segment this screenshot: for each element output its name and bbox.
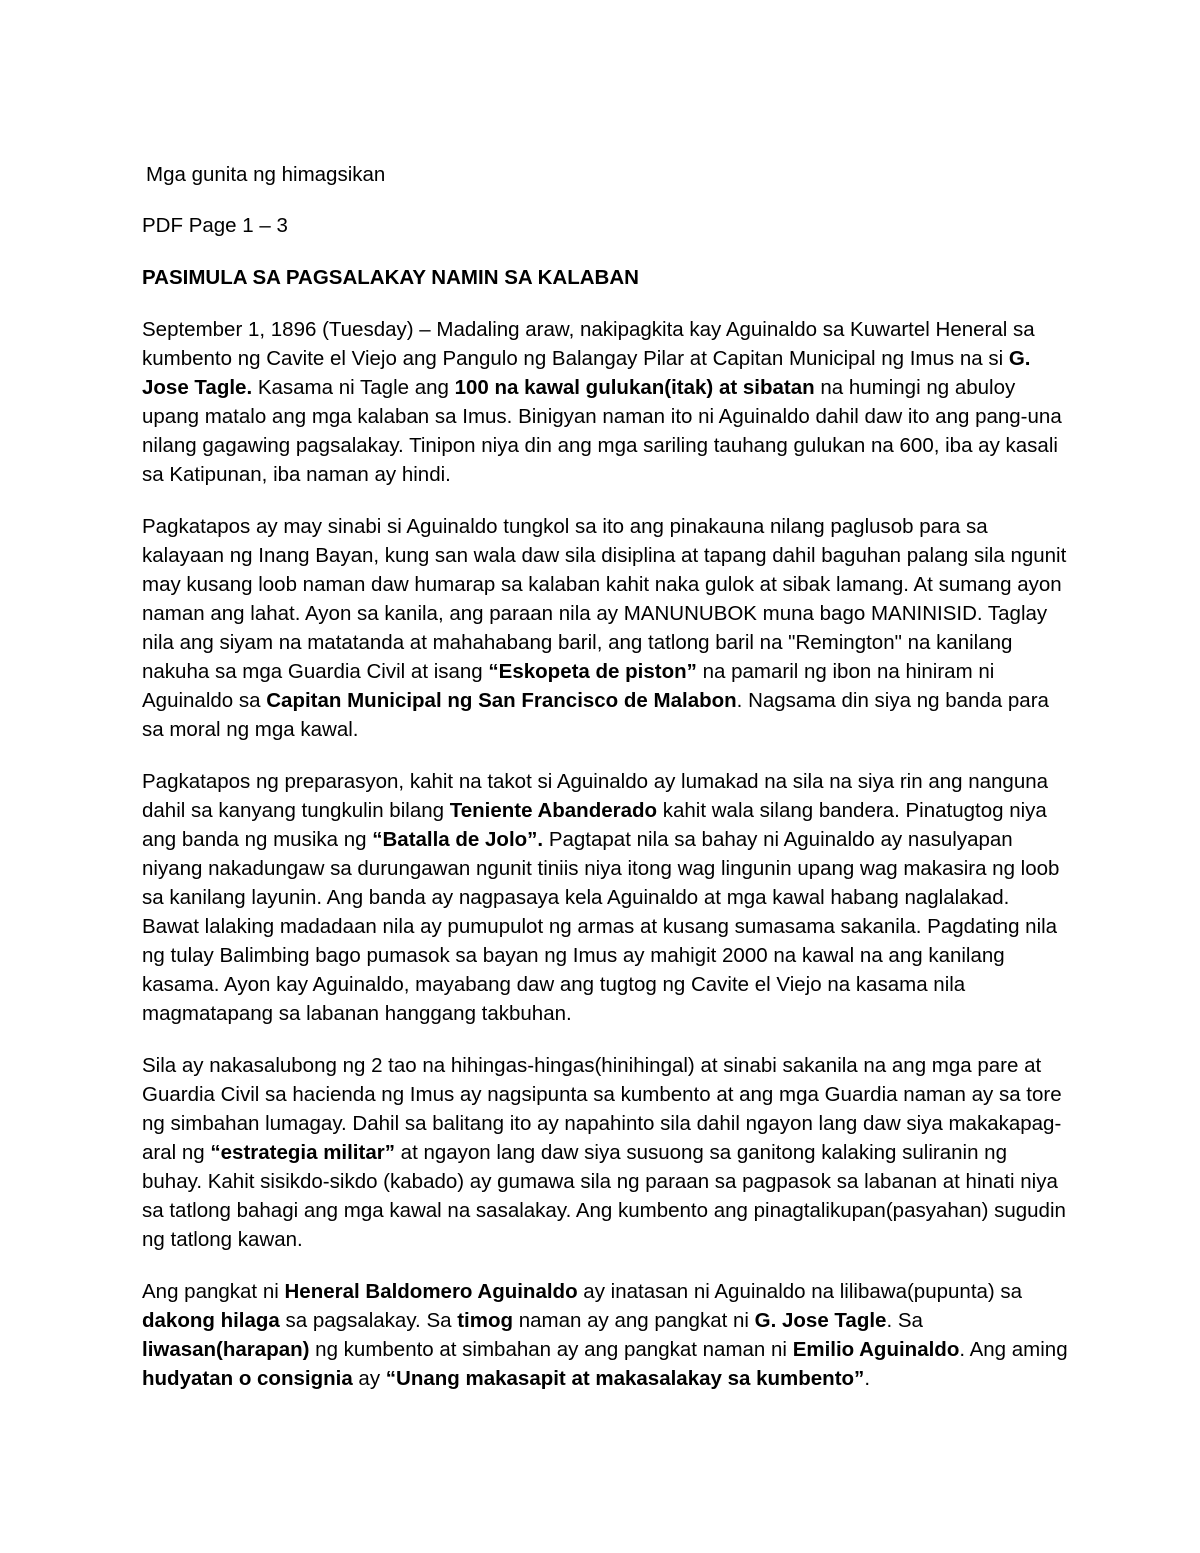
document-title: Mga gunita ng himagsikan: [146, 163, 386, 186]
paragraph: [142, 1051, 1072, 1254]
bold-text: Emilio Aguinaldo: [792, 1338, 960, 1361]
bold-text: “estrategia militar”: [210, 1141, 395, 1164]
bold-text: timog: [457, 1309, 514, 1332]
paragraph: [142, 512, 1072, 744]
section-heading: PASIMULA SA PAGSALAKAY NAMIN SA KALABAN: [142, 266, 639, 289]
text-run: September 1, 1896 (Tuesday) – Madaling araw, nakipagkita kay Aguinaldo sa Kuwartel Heneral sa kumbento ng Cavite el Viejo ang Pangulo ng Balangay Pilar at Capitan Municipal ng Imus na si: [142, 318, 1035, 370]
text-run: at ngayon lang daw siya susuong sa ganitong kalaking suliranin ng buhay. Kahit sisikdo-sikdo (kabado) ay gumawa sila ng paraan sa pagpasok sa labanan at hinati niya sa tatlong bahagi ang mga kawal na sasalakay. Ang kumbento ang pinagtalikupan(pasyahan) sugudin ng tatlong kawan.: [142, 1141, 1066, 1251]
bold-text: Heneral Baldomero Aguinaldo: [284, 1280, 578, 1303]
bold-text: 100 na kawal gulukan(itak) at sibatan: [454, 376, 815, 399]
body-text: [142, 315, 1072, 1393]
pdf-page-range: PDF Page 1 – 3: [142, 214, 288, 237]
bold-text: hudyatan o consignia: [142, 1367, 353, 1390]
bold-text: “Unang makasapit at makasalakay sa kumbento”: [385, 1367, 865, 1390]
text-run: sa pagsalakay. Sa: [279, 1309, 458, 1332]
text-run: Kasama ni Tagle ang: [252, 376, 455, 399]
document-page: [142, 160, 1072, 1416]
bold-text: dakong hilaga: [142, 1309, 280, 1332]
text-run: Pagtapat nila sa bahay ni Aguinaldo ay nasulyapan niyang nakadungaw sa durungawan ngunit tiniis niya itong wag lingunin upang wag makasira ng loob sa kanilang layunin. Ang banda ay nagpasaya kela Aguinaldo at mga kawal habang naglalakad. Bawat lalaking madadaan nila ay pumupulot ng armas at kusang sumasama sakanila. Pagdating nila ng tulay Balimbing bago pumasok sa bayan ng Imus ay mahigit 2000 na kawal na ang kanilang kasama. Ayon kay Aguinaldo, mayabang daw ang tugtog ng Cavite el Viejo na kasama nila magmatapang sa labanan hanggang takbuhan.: [142, 828, 1060, 1025]
bold-text: G. Jose Tagle.: [142, 347, 1031, 399]
bold-text: “Eskopeta de piston”: [488, 660, 697, 683]
text-run: kahit wala silang bandera. Pinatugtog niya ang banda ng musika ng: [142, 799, 1047, 851]
text-run: na humingi ng abuloy upang matalo ang mga kalaban sa Imus. Binigyan naman ito ni Aguinaldo dahil daw ito ang pang-una nilang gagawing pagsalakay. Tinipon niya din ang mga sariling tauhang gulukan na 600, iba ay kasali sa Katipunan, iba naman ay hindi.: [142, 376, 1062, 486]
text-run: na pamaril ng ibon na hiniram ni Aguinaldo sa: [142, 660, 995, 712]
paragraph: [142, 1277, 1072, 1393]
bold-text: Capitan Municipal ng San Francisco de Malabon: [266, 689, 737, 712]
text-run: . Sa: [886, 1309, 923, 1332]
text-run: ay: [352, 1367, 386, 1390]
text-run: Pagkatapos ng preparasyon, kahit na takot si Aguinaldo ay lumakad na sila na siya rin ang nanguna dahil sa kanyang tungkulin bilang: [142, 770, 1049, 822]
paragraph: [142, 315, 1072, 489]
paragraph: [142, 767, 1072, 1028]
text-run: .: [864, 1367, 871, 1390]
text-run: Ang pangkat ni: [142, 1280, 285, 1303]
bold-text: liwasan(harapan): [142, 1338, 310, 1361]
text-run: . Nagsama din siya ng banda para sa moral ng mga kawal.: [142, 689, 1049, 741]
bold-text: G. Jose Tagle: [754, 1309, 887, 1332]
text-run: Sila ay nakasalubong ng 2 tao na hihingas-hingas(hinihingal) at sinabi sakanila na ang mga pare at Guardia Civil sa hacienda ng Imus ay nagsipunta sa kumbento at ang mga Guardia naman ay sa tore ng simbahan lumagay. Dahil sa balitang ito ay napahinto sila dahil ngayon lang daw siya makakapag-aral ng: [142, 1054, 1062, 1164]
bold-text: “Batalla de Jolo”.: [372, 828, 544, 851]
text-run: ng kumbento at simbahan ay ang pangkat naman ni: [309, 1338, 793, 1361]
text-run: . Ang aming: [959, 1338, 1068, 1361]
text-run: naman ay ang pangkat ni: [513, 1309, 755, 1332]
text-run: ay inatasan ni Aguinaldo na lilibawa(pupunta) sa: [577, 1280, 1023, 1303]
text-run: Pagkatapos ay may sinabi si Aguinaldo tungkol sa ito ang pinakauna nilang paglusob para sa kalayaan ng Inang Bayan, kung san wala daw sila disiplina at tapang dahil baguhan palang sila ngunit may kusang loob naman daw humarap sa kalaban kahit naka gulok at sibak lamang. At sumang ayon naman ang lahat. Ayon sa kanila, ang paraan nila ay MANUNUBOK muna bago MANINISID. Taglay nila ang siyam na matatanda at mahahabang baril, ang tatlong baril na "Remington" na kanilang nakuha sa mga Guardia Civil at isang: [142, 515, 1067, 683]
bold-text: Teniente Abanderado: [449, 799, 658, 822]
